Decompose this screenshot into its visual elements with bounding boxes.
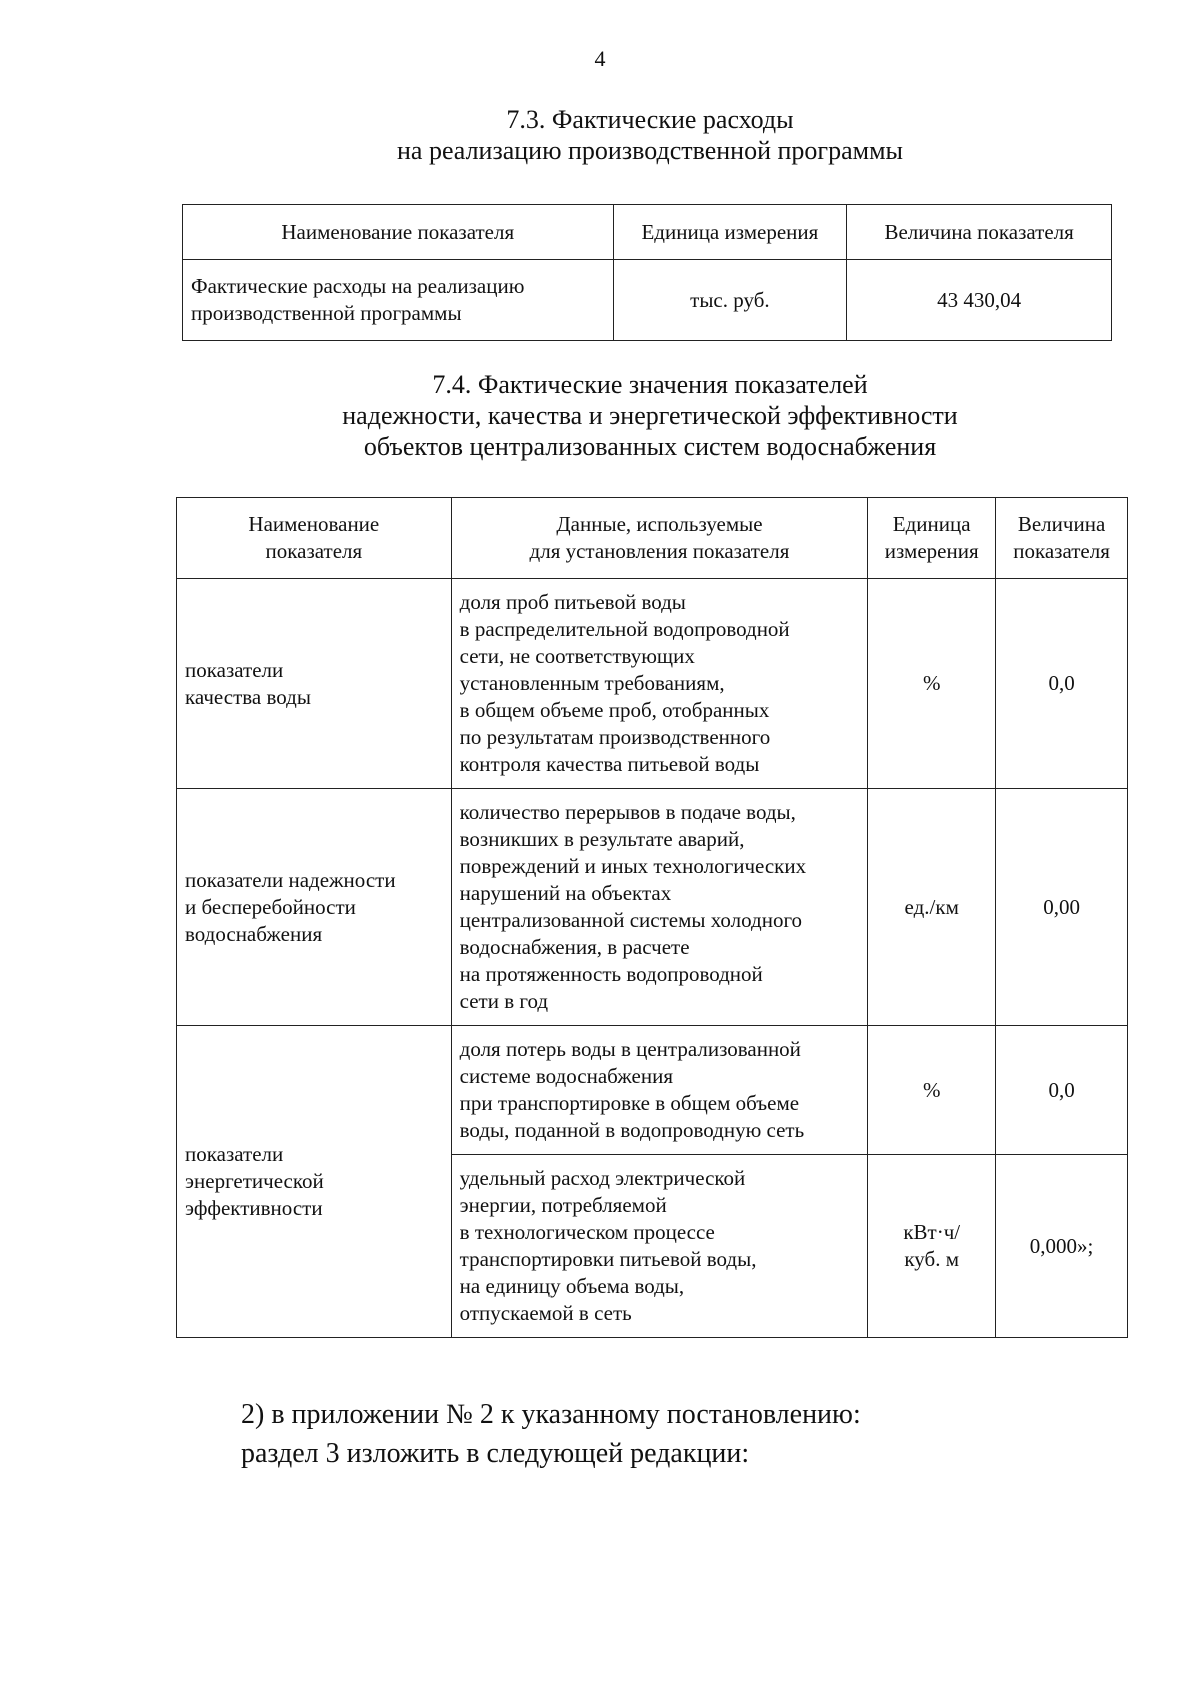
data-used-cell [451, 1026, 868, 1155]
header-unit: Единица измерения [613, 205, 847, 260]
amendment-line: 2) в приложении № 2 к указанному постановлению: [241, 1399, 861, 1430]
actual-expenses-table [182, 204, 1112, 341]
table-header-row [183, 205, 1112, 260]
unit-cell [868, 1155, 996, 1338]
amendment-paragraph [241, 1395, 861, 1473]
indicator-name-cell [183, 260, 614, 341]
data-line: установленным требованиям, [459, 671, 725, 695]
page-number: 4 [594, 46, 606, 71]
indicator-name-line: Фактические расходы на реализацию [191, 274, 525, 298]
data-line: при транспортировке в общем объеме [459, 1091, 800, 1115]
header-line: Данные, используемые [556, 512, 763, 536]
data-line: доля проб питьевой воды [459, 590, 686, 614]
header-line: показателя [265, 539, 363, 563]
value-cell: 0,00 [996, 789, 1128, 1026]
header-line: Наименование [248, 512, 380, 536]
header-indicator-name [177, 498, 452, 579]
title-line: на реализацию производственной программы [396, 136, 903, 165]
amendment-line: раздел 3 изложить в следующей редакции: [241, 1438, 750, 1469]
header-line: Единица [892, 512, 971, 536]
unit-cell: тыс. руб. [613, 260, 847, 341]
table-row [183, 260, 1112, 341]
group-name-line: показатели [185, 657, 284, 682]
value-cell: 43 430,04 [847, 260, 1112, 341]
group-name-cell [177, 579, 452, 789]
title-line: 7.3. Фактические расходы [506, 105, 794, 134]
data-line: транспортировки питьевой воды, [459, 1247, 757, 1271]
data-line: системе водоснабжения [459, 1064, 673, 1088]
value-cell: 0,0 [996, 579, 1128, 789]
data-line: возникших в результате аварий, [459, 827, 745, 851]
data-line: сети, не соответствующих [459, 644, 695, 668]
data-line: на протяженность водопроводной [459, 962, 763, 986]
group-name-line: водоснабжения [185, 921, 323, 946]
unit-cell: % [868, 579, 996, 789]
header-line: измерения [884, 539, 979, 563]
table-row [177, 789, 1128, 1026]
data-line: количество перерывов в подаче воды, [459, 800, 796, 824]
data-line: в распределительной водопроводной [459, 617, 790, 641]
unit-cell: ед./км [868, 789, 996, 1026]
title-line: объектов централизованных систем водоснабжения [363, 432, 937, 461]
header-value: Величина показателя [847, 205, 1112, 260]
data-line: удельный расход электрической [459, 1166, 746, 1190]
data-line: в технологическом процессе [459, 1220, 715, 1244]
header-line: Величина [1017, 512, 1106, 536]
table-row [177, 1026, 1128, 1155]
table-header-row [177, 498, 1128, 579]
section-7-3-title [50, 104, 1200, 166]
title-line: 7.4. Фактические значения показателей [432, 370, 868, 399]
section-7-4-title [50, 369, 1200, 462]
group-name-line: эффективности [185, 1196, 323, 1220]
data-line: повреждений и иных технологических [459, 854, 807, 878]
group-name-line: энергетической [185, 1169, 324, 1193]
header-line: показателя [1013, 539, 1110, 563]
group-name-line: и бесперебойности [185, 894, 356, 919]
data-used-cell [451, 579, 868, 789]
unit-line: куб. м [904, 1247, 959, 1271]
indicator-name-line: производственной программы [191, 301, 462, 325]
data-line: отпускаемой в сеть [459, 1301, 632, 1325]
value-cell: 0,0 [996, 1026, 1128, 1155]
group-name-line: показатели [185, 1142, 284, 1166]
unit-line: кВт·ч/ [903, 1220, 961, 1244]
data-line: водоснабжения, в расчете [459, 935, 690, 959]
group-name-line: качества воды [185, 684, 311, 709]
data-used-cell [451, 1155, 868, 1338]
header-line: для установления показателя [529, 539, 790, 563]
indicators-table [176, 497, 1128, 1338]
data-line: энергии, потребляемой [459, 1193, 667, 1217]
header-data-used [451, 498, 868, 579]
header-indicator-name: Наименование показателя [183, 205, 614, 260]
header-value [996, 498, 1128, 579]
data-line: доля потерь воды в централизованной [459, 1037, 801, 1061]
table-row [177, 579, 1128, 789]
data-used-cell [451, 789, 868, 1026]
group-name-cell [177, 789, 452, 1026]
data-line: нарушений на объектах [459, 881, 672, 905]
unit-cell: % [868, 1026, 996, 1155]
data-line: в общем объеме проб, отобранных [459, 698, 770, 722]
data-line: воды, поданной в водопроводную сеть [459, 1118, 805, 1142]
data-line: контроля качества питьевой воды [459, 752, 760, 776]
data-line: по результатам производственного [459, 725, 771, 749]
data-line: централизованной системы холодного [459, 908, 803, 932]
data-line: на единицу объема воды, [459, 1274, 685, 1298]
header-unit [868, 498, 996, 579]
title-line: надежности, качества и энергетической эффективности [342, 401, 958, 430]
data-line: сети в год [459, 989, 549, 1013]
value-cell: 0,000»; [996, 1155, 1128, 1338]
group-name-line: показатели надежности [185, 867, 396, 892]
group-name-cell [177, 1026, 452, 1338]
